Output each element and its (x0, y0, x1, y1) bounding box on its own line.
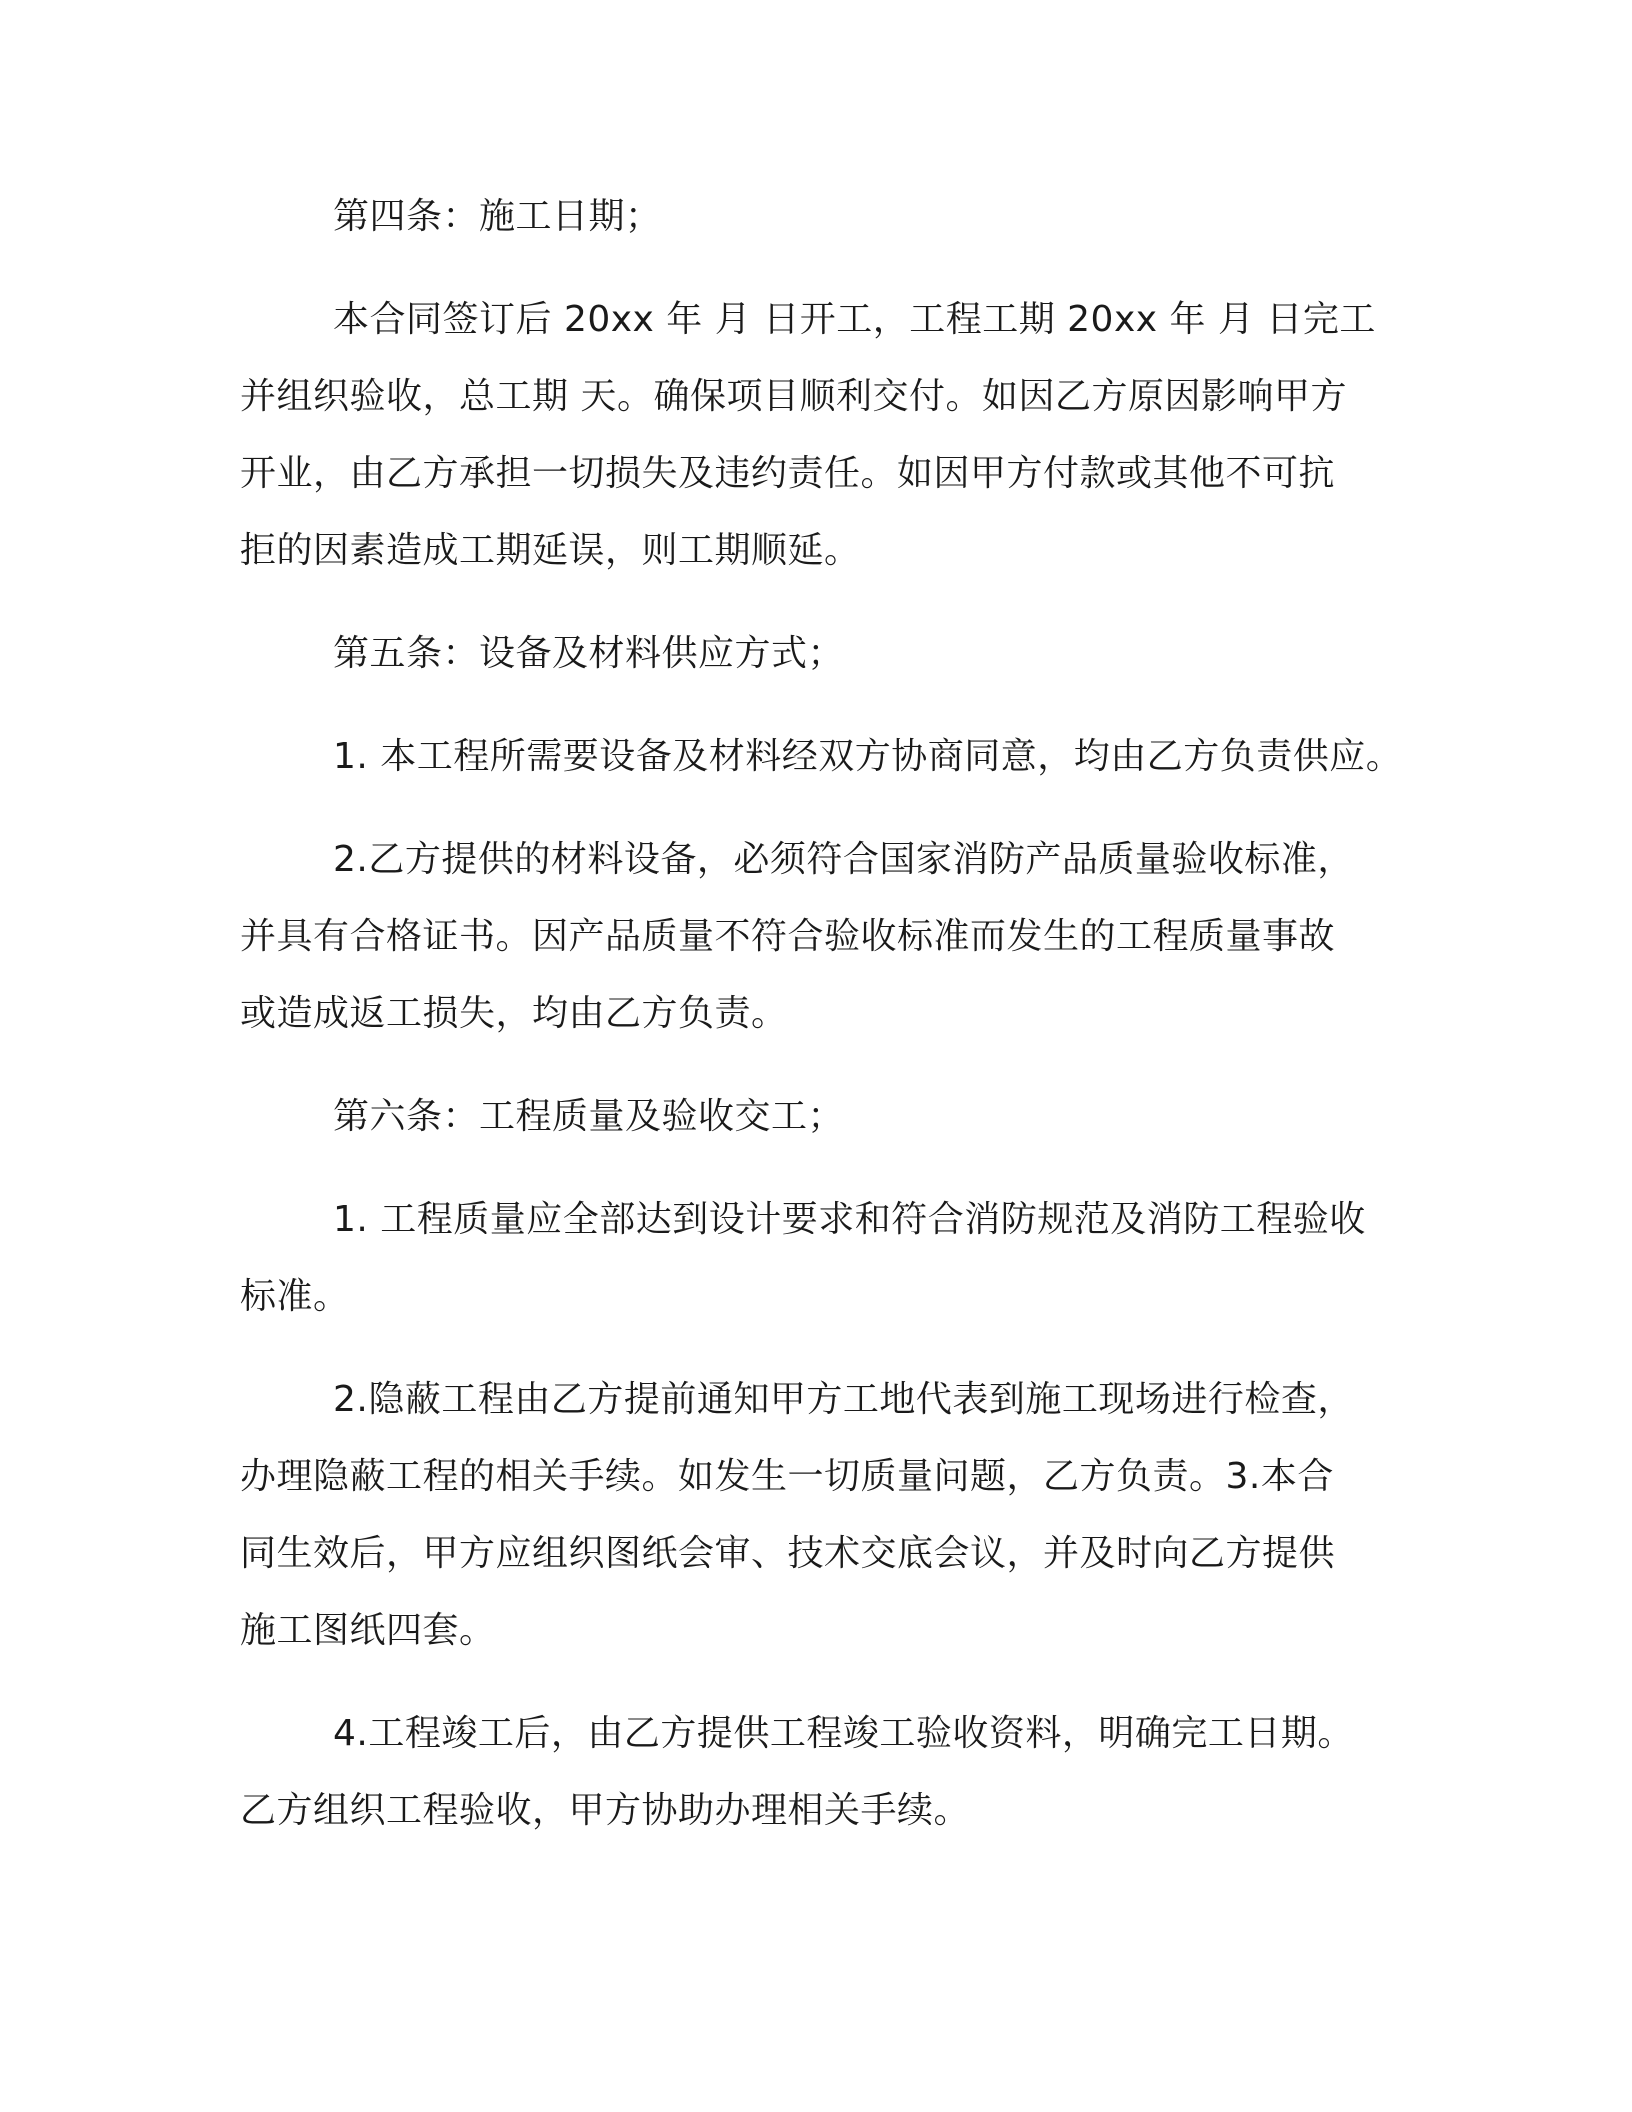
paragraph-line: 并组织验收，总工期 天。确保项目顺利交付。如因乙方原因影响甲方 (240, 376, 1347, 417)
section-heading-6: 第六条：工程质量及验收交工； (333, 1096, 845, 1137)
paragraph-line: 本合同签订后 20xx 年 月 日开工，工程工期 20xx 年 月 日完工 (333, 299, 1376, 340)
paragraph-line: 标准。 (240, 1276, 350, 1317)
paragraph-line: 2.隐蔽工程由乙方提前通知甲方工地代表到施工现场进行检查， (333, 1379, 1354, 1420)
paragraph-line: 2.乙方提供的材料设备，必须符合国家消防产品质量验收标准， (333, 839, 1354, 880)
section-heading-5: 第五条：设备及材料供应方式； (333, 633, 845, 674)
paragraph-line: 开业，由乙方承担一切损失及违约责任。如因甲方付款或其他不可抗 (240, 453, 1336, 494)
paragraph-line: 1. 工程质量应全部达到设计要求和符合消防规范及消防工程验收 (333, 1199, 1366, 1240)
paragraph-line: 乙方组织工程验收，甲方协助办理相关手续。 (240, 1790, 971, 1831)
paragraph-line: 或造成返工损失，均由乙方负责。 (240, 993, 788, 1034)
paragraph-line: 施工图纸四套。 (240, 1610, 496, 1651)
paragraph-line: 1. 本工程所需要设备及材料经双方协商同意，均由乙方负责供应。 (333, 736, 1403, 777)
paragraph-line: 4.工程竣工后，由乙方提供工程竣工验收资料，明确完工日期。 (333, 1713, 1354, 1754)
section-heading-4: 第四条：施工日期； (333, 196, 662, 237)
paragraph-line: 办理隐蔽工程的相关手续。如发生一切质量问题，乙方负责。3.本合 (240, 1456, 1334, 1497)
paragraph-line: 拒的因素造成工期延误，则工期顺延。 (240, 530, 861, 571)
paragraph-line: 并具有合格证书。因产品质量不符合验收标准而发生的工程质量事故 (240, 916, 1336, 957)
paragraph-line: 同生效后，甲方应组织图纸会审、技术交底会议，并及时向乙方提供 (240, 1533, 1336, 1574)
